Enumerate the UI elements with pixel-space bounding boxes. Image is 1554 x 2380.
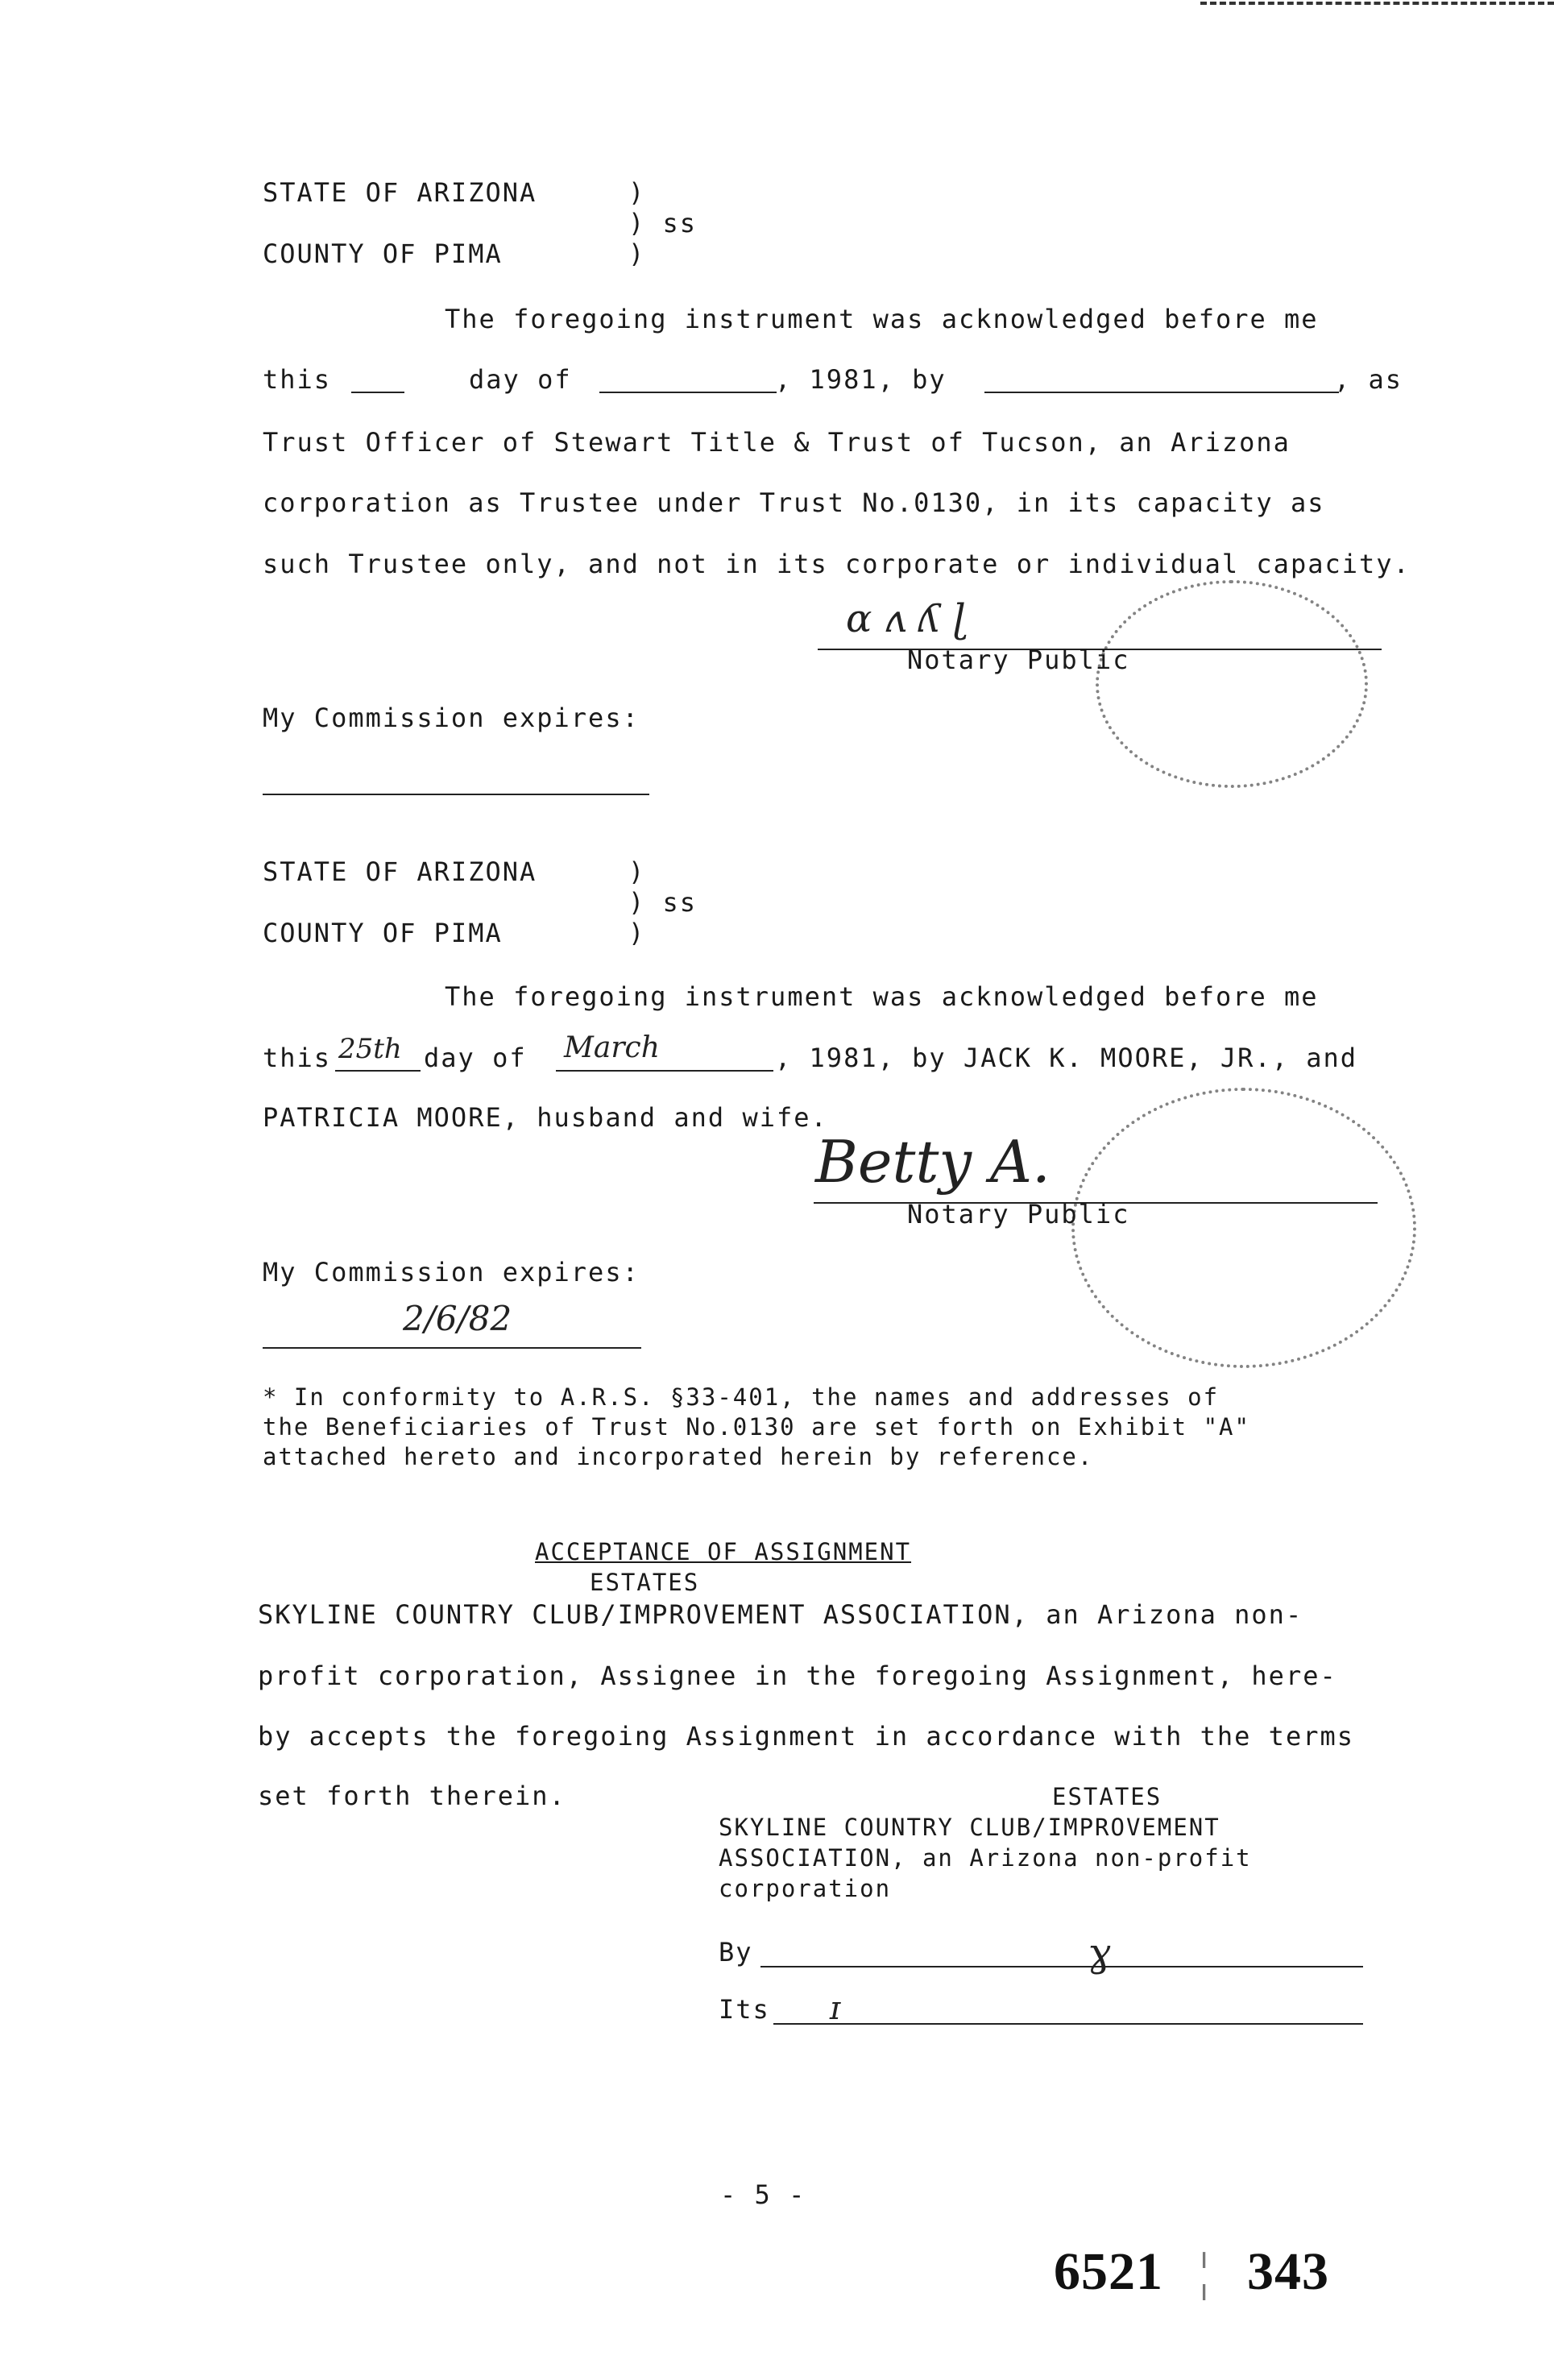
recording-number-left: 6521 — [1054, 2242, 1163, 2301]
ss-marker-2: ) ss — [628, 887, 698, 918]
state-heading-1: STATE OF ARIZONA — [263, 177, 537, 208]
county-heading-1: COUNTY OF PIMA — [263, 238, 503, 269]
handwritten-day: 25th — [338, 1033, 402, 1065]
month-blank-2 — [556, 1070, 773, 1072]
notary-signature-2: Betty A. — [815, 1128, 1051, 1196]
its-handwriting-mark: ɪ — [830, 1990, 840, 2027]
by-signature-mark: ɣ — [1088, 1930, 1111, 1976]
page-number: - 5 - — [720, 2179, 806, 2210]
ack-year-1: , 1981, by — [775, 364, 947, 395]
day-blank-2 — [335, 1070, 421, 1072]
ack-dayof-1: day of — [469, 364, 572, 395]
ss-marker-1: ) ss — [628, 208, 698, 238]
acceptance-line-2: profit corporation, Assignee in the foregoing Assignment, here- — [258, 1661, 1337, 1691]
footnote-line-3: attached hereto and incorporated herein by reference. — [263, 1443, 1094, 1470]
commission-date-2: 2/6/82 — [403, 1299, 512, 1338]
paren-1c: ) — [628, 238, 646, 269]
top-edge-mark — [1200, 2, 1554, 5]
ack-line-5: such Trustee only, and not in its corporate or individual capacity. — [263, 549, 1411, 579]
month-blank-1 — [599, 392, 777, 393]
by-signature-line[interactable] — [760, 1966, 1363, 1967]
ack-this-1: this — [263, 364, 332, 395]
its-label: Its — [719, 1994, 770, 2025]
sig-org-line-1: SKYLINE COUNTRY CLUB/IMPROVEMENT — [719, 1814, 1220, 1841]
notary-seal-2 — [1071, 1088, 1416, 1368]
commission-line-1 — [263, 794, 649, 795]
ack2-dayof: day of — [424, 1043, 527, 1073]
ack-line-1: The foregoing instrument was acknowledged before me — [445, 304, 1319, 334]
handwritten-month: March — [564, 1031, 660, 1064]
acceptance-line-3: by accepts the foregoing Assignment in accordance with the terms — [258, 1721, 1354, 1752]
sig-org-line-2: ASSOCIATION, an Arizona non-profit — [719, 1844, 1252, 1872]
day-blank-1 — [351, 392, 404, 393]
notary-signature-1: ɑ ʌ ʎ ɭ — [846, 596, 967, 641]
ack2-rest: , 1981, by JACK K. MOORE, JR., and — [775, 1043, 1358, 1073]
ack2-this: this — [263, 1043, 332, 1073]
notary-seal-1 — [1096, 580, 1368, 788]
state-heading-2: STATE OF ARIZONA — [263, 856, 537, 887]
recording-separator: ¦ — [1199, 2242, 1211, 2301]
commission-label-2: My Commission expires: — [263, 1257, 640, 1287]
ack-as-1: , as — [1334, 364, 1403, 395]
estates-insert: ESTATES — [590, 1569, 700, 1596]
recording-number-right: 343 — [1247, 2242, 1329, 2301]
paren-2a: ) — [628, 856, 646, 887]
acceptance-line-4: set forth therein. — [258, 1781, 566, 1811]
sig-estates: ESTATES — [1052, 1783, 1162, 1810]
ack2-line-1: The foregoing instrument was acknowledged before me — [445, 981, 1319, 1012]
sig-org-line-3: corporation — [719, 1875, 892, 1902]
notary-label-2: Notary Public — [907, 1199, 1130, 1229]
ack2-line-3: PATRICIA MOORE, husband and wife. — [263, 1102, 828, 1133]
notary-label-1: Notary Public — [907, 645, 1130, 675]
its-title-line[interactable] — [773, 2023, 1363, 2025]
county-heading-2: COUNTY OF PIMA — [263, 918, 503, 948]
commission-label-1: My Commission expires: — [263, 703, 640, 733]
paren-2c: ) — [628, 918, 646, 948]
acceptance-title: ACCEPTANCE OF ASSIGNMENT — [535, 1538, 912, 1565]
paren-1a: ) — [628, 177, 646, 208]
commission-line-2 — [263, 1347, 641, 1349]
by-label: By — [719, 1937, 753, 1967]
footnote-line-2: the Beneficiaries of Trust No.0130 are set forth on Exhibit "A" — [263, 1413, 1250, 1441]
acceptance-line-1: SKYLINE COUNTRY CLUB/IMPROVEMENT ASSOCIATION, an Arizona non- — [258, 1599, 1303, 1630]
footnote-line-1: * In conformity to A.R.S. §33-401, the names and addresses of — [263, 1383, 1220, 1411]
name-blank-1 — [984, 392, 1339, 393]
ack-line-4: corporation as Trustee under Trust No.0130, in its capacity as — [263, 487, 1325, 518]
ack-line-3: Trust Officer of Stewart Title & Trust of Tucson, an Arizona — [263, 427, 1291, 458]
